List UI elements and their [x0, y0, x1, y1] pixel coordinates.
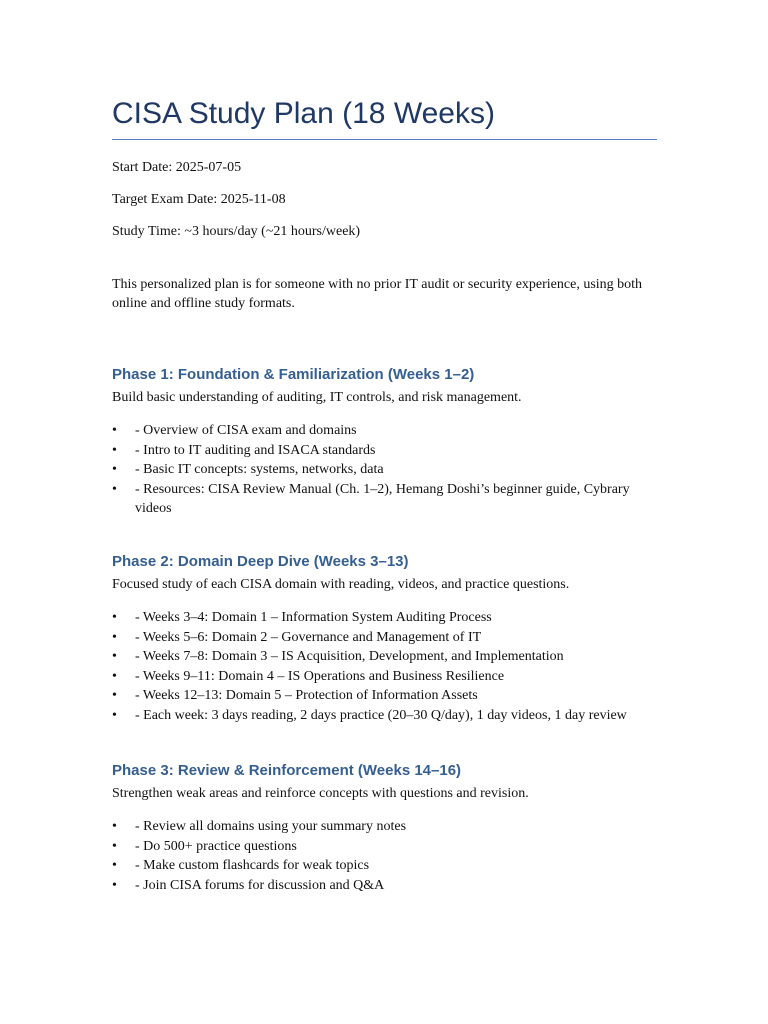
bullet-icon: • — [112, 462, 117, 478]
list-item — [112, 460, 657, 480]
list-item-text: - Join CISA forums for discussion and Q&A — [135, 877, 385, 893]
list-item-text: - Each week: 3 days reading, 2 days practice (20–30 Q/day), 1 day videos, 1 day review — [135, 707, 627, 723]
list-item — [112, 817, 657, 837]
bullet-icon: • — [112, 688, 117, 704]
target-exam-date: Target Exam Date: 2025-11-08 — [112, 192, 286, 207]
list-item-text: - Do 500+ practice questions — [135, 838, 297, 854]
phase-2-description: Focused study of each CISA domain with reading, videos, and practice questions. — [112, 577, 570, 592]
list-item — [112, 441, 657, 461]
phase-3-description: Strengthen weak areas and reinforce concepts with questions and revision. — [112, 786, 529, 801]
list-item — [112, 480, 657, 519]
phase-1-list — [112, 421, 657, 519]
phase-3-list — [112, 817, 657, 895]
bullet-icon: • — [112, 610, 117, 625]
list-item — [112, 876, 657, 896]
bullet-icon: • — [112, 877, 117, 893]
list-item — [112, 421, 657, 441]
bullet-icon: • — [112, 442, 117, 458]
bullet-icon: • — [112, 707, 117, 723]
bullet-icon: • — [112, 858, 117, 874]
list-item-text: - Resources: CISA Review Manual (Ch. 1–2), Hemang Doshi’s beginner guide, Cybrary videos — [135, 481, 630, 517]
list-item-text: - Weeks 12–13: Domain 5 – Protection of Information Assets — [135, 688, 478, 704]
bullet-icon: • — [112, 481, 117, 497]
list-item-text: - Review all domains using your summary notes — [135, 819, 407, 834]
intro-paragraph: This personalized plan is for someone with no prior IT audit or security experience, using both online and offline study formats. — [112, 277, 643, 311]
list-item-text: - Weeks 3–4: Domain 1 – Information System Auditing Process — [135, 610, 492, 625]
list-item — [112, 608, 657, 628]
bullet-icon: • — [112, 423, 117, 438]
list-item-text: - Basic IT concepts: systems, networks, data — [135, 462, 384, 478]
bullet-icon: • — [112, 668, 117, 684]
list-item-text: - Overview of CISA exam and domains — [135, 423, 357, 438]
bullet-icon: • — [112, 819, 117, 834]
phase-3-heading: Phase 3: Review & Reinforcement (Weeks 14–16) — [112, 762, 462, 779]
phase-1-heading: Phase 1: Foundation & Familiarization (Weeks 1–2) — [112, 366, 475, 383]
document-title: CISA Study Plan (18 Weeks) — [112, 97, 495, 130]
start-date: Start Date: 2025-07-05 — [112, 160, 242, 175]
list-item-text: - Weeks 7–8: Domain 3 – IS Acquisition, Development, and Implementation — [135, 649, 564, 665]
list-item-text: - Weeks 5–6: Domain 2 – Governance and Management of IT — [135, 629, 482, 645]
list-item-text: - Make custom flashcards for weak topics — [135, 858, 370, 874]
title-underline — [112, 139, 657, 140]
bullet-icon: • — [112, 838, 117, 854]
list-item — [112, 628, 657, 648]
list-item — [112, 647, 657, 667]
study-time: Study Time: ~3 hours/day (~21 hours/week) — [112, 224, 361, 239]
list-item — [112, 667, 657, 687]
phase-2-heading: Phase 2: Domain Deep Dive (Weeks 3–13) — [112, 553, 409, 570]
list-item-text: - Weeks 9–11: Domain 4 – IS Operations and Business Resilience — [135, 668, 505, 684]
bullet-icon: • — [112, 649, 117, 665]
list-item — [112, 837, 657, 857]
phase-1-description: Build basic understanding of auditing, IT controls, and risk management. — [112, 390, 522, 405]
list-item — [112, 686, 657, 706]
bullet-icon: • — [112, 629, 117, 645]
phase-2-list — [112, 608, 657, 726]
list-item — [112, 706, 657, 726]
list-item-text: - Intro to IT auditing and ISACA standards — [135, 442, 376, 458]
list-item — [112, 856, 657, 876]
